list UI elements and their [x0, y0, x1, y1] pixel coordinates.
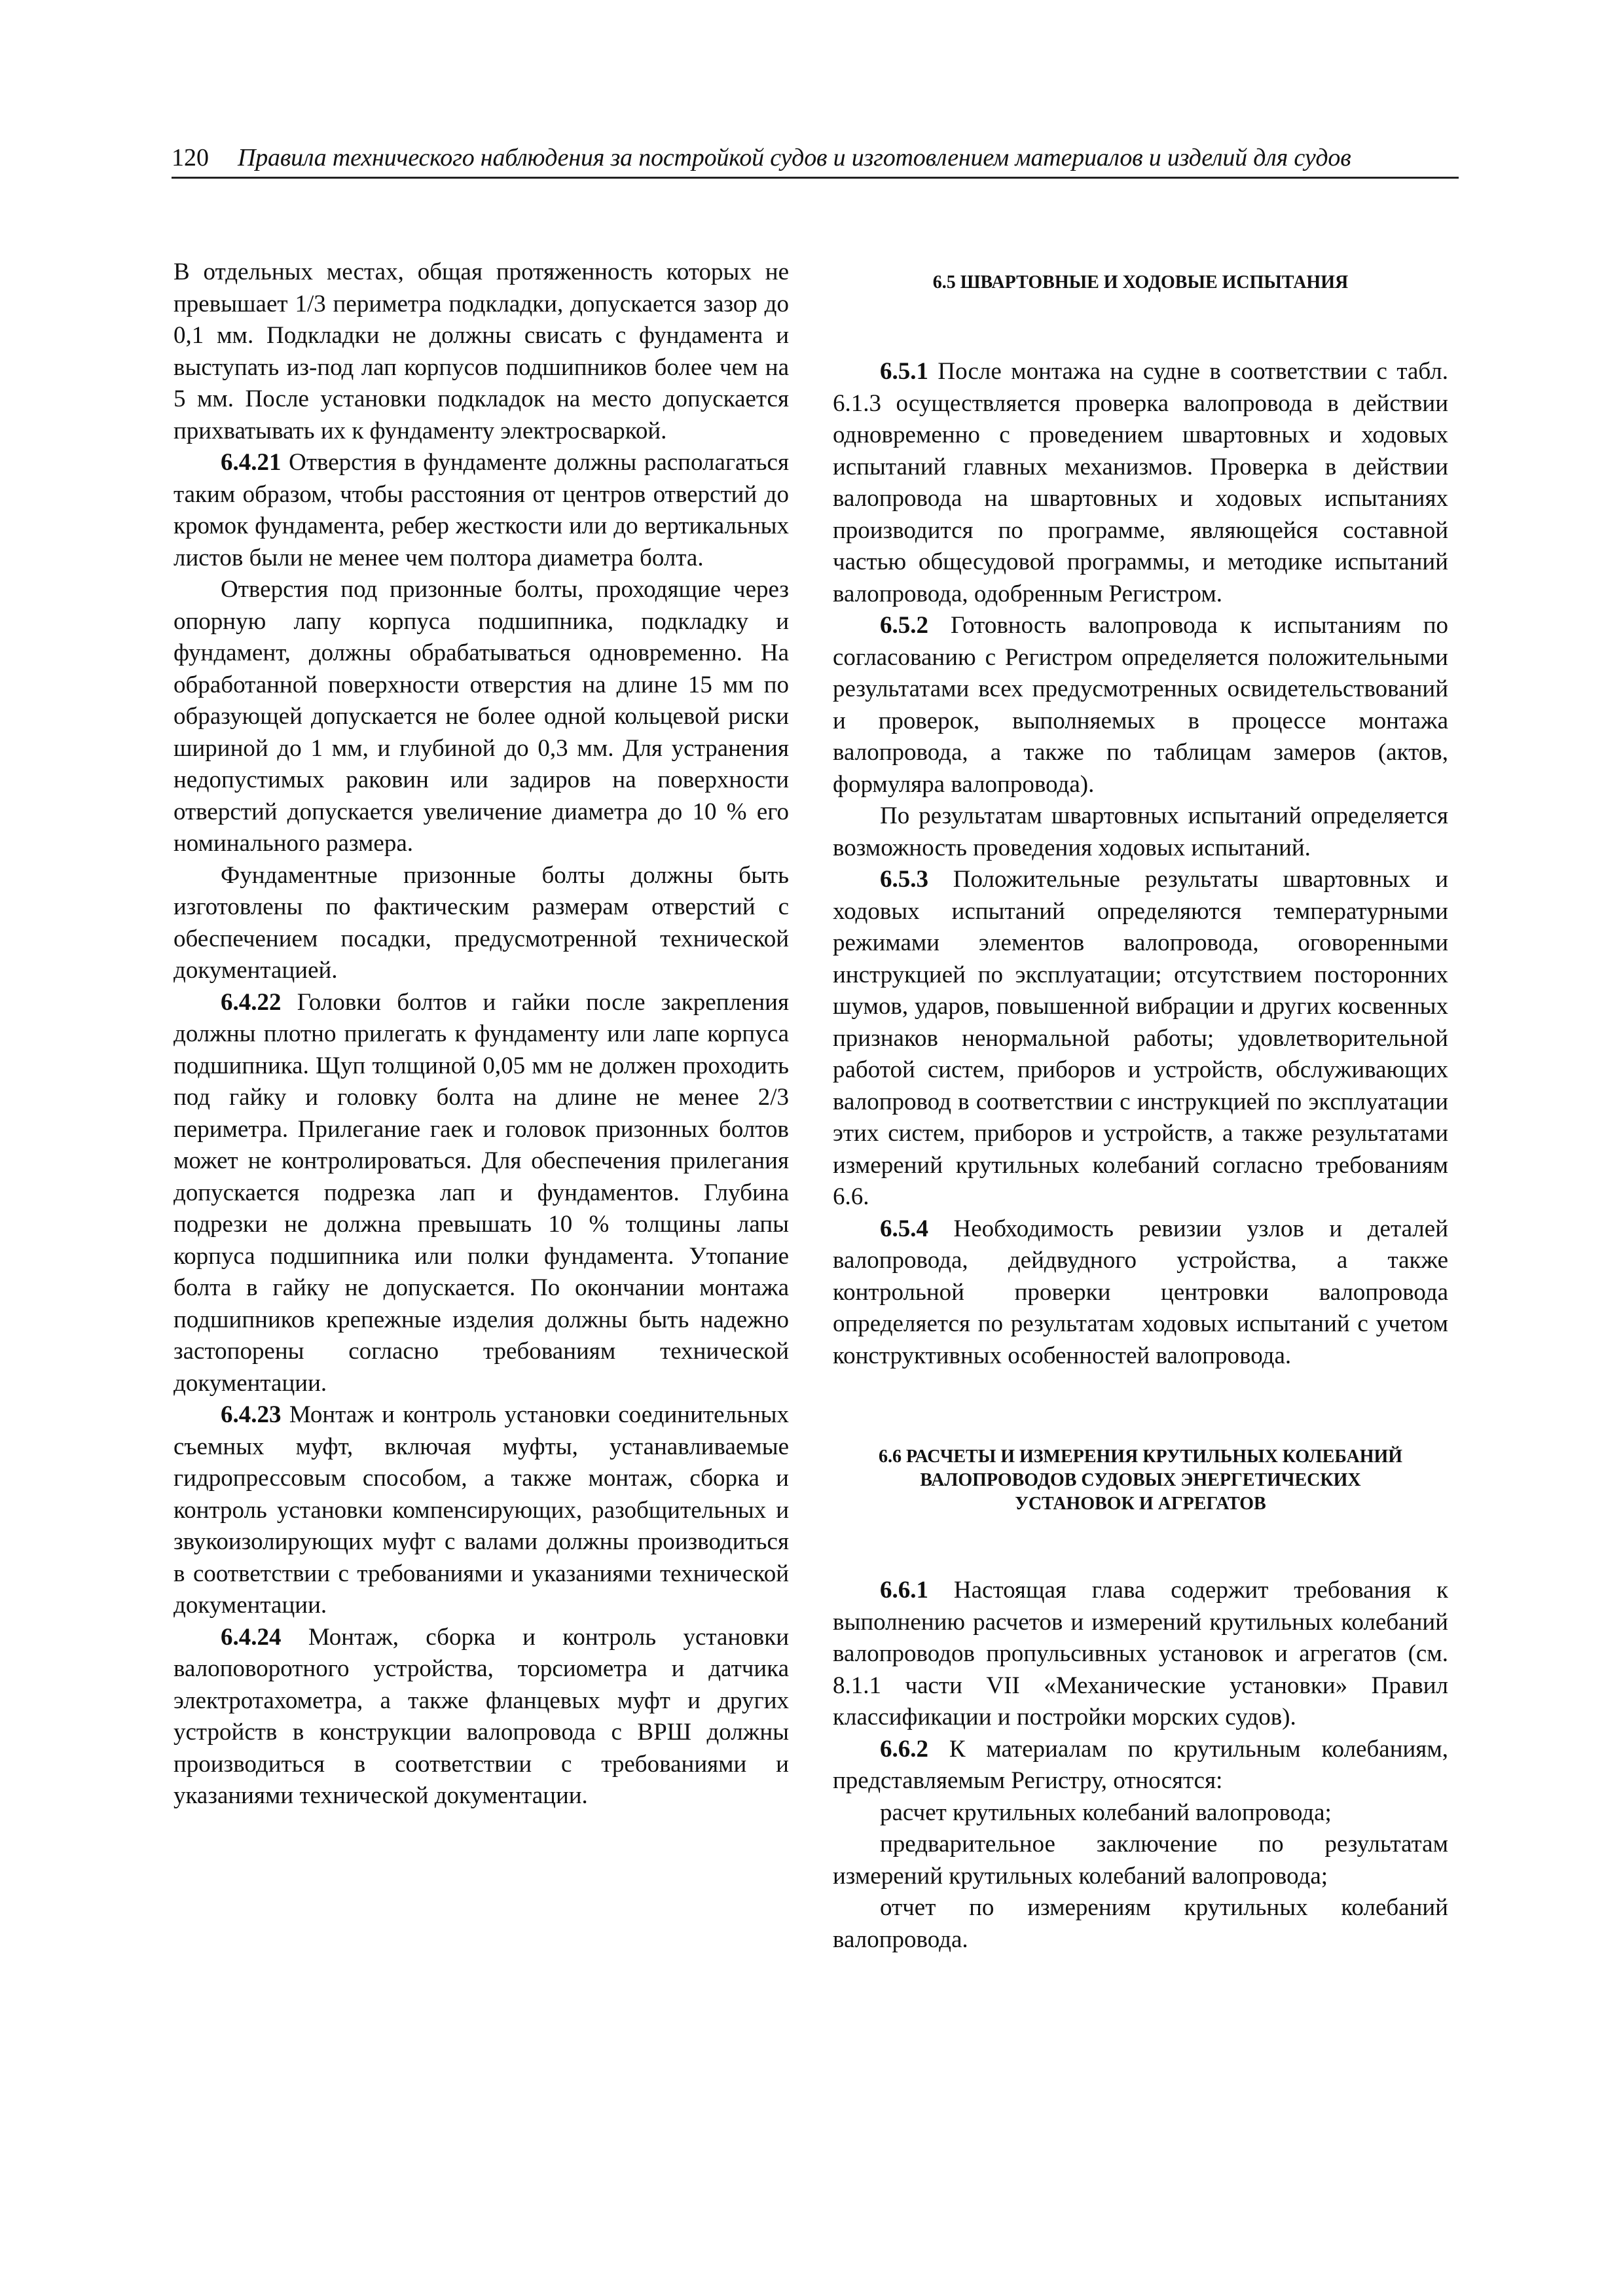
- clause-number: 6.5.1: [880, 358, 928, 385]
- paragraph-6-5-3: [833, 864, 1448, 1213]
- clause-number: 6.4.23: [221, 1401, 282, 1428]
- paragraph-text: Монтаж и контроль установки соединительных съемных муфт, включая муфты, устанавливаемые гидропрессовым способом, а также монтаж, сборка и контроль установки компенсирующих, разобщительных и звукоизолирующих муфт с валами должны производиться в соответствии с требованиями и указаниями технической документации.: [173, 1401, 789, 1619]
- list-item: [833, 1892, 1448, 1956]
- running-header: [172, 143, 1459, 179]
- paragraph-6-5-4: [833, 1213, 1448, 1372]
- paragraph-text: Отверстия в фундаменте должны располагаться таким образом, чтобы расстояния от центров отверстий до кромок фундамента, ребер жесткости или до вертикальных листов были не менее чем полтора диаметра болта.: [173, 449, 789, 571]
- left-column: [173, 257, 789, 1812]
- list-item: [833, 1829, 1448, 1892]
- paragraph-text: Готовность валопровода к испытаниям по согласованию с Регистром определяется положительными результатами всех предусмотренных освидетельствований и проверок, выполняемых в процессе монтажа валопровода, а также по таблицам замеров (актов, формуляра валопровода).: [833, 612, 1449, 798]
- paragraph-text: По результатам швартовных испытаний определяется возможность проведения ходовых испытаний.: [833, 802, 1448, 861]
- paragraph-text: После монтажа на судне в соответствии с табл. 6.1.3 осуществляется проверка валопровода в действии одновременно с проведением швартовных и ходовых испытаний главных механизмов. Проверка в действии валопровода на швартовных и ходовых испытаниях производится по программе, являющейся составной частью общесудовой программы, и методике испытаний валопровода, одобренным Регистром.: [833, 358, 1448, 607]
- paragraph-6-4-23: [173, 1399, 789, 1622]
- paragraph-text: Монтаж, сборка и контроль установки валоповоротного устройства, торсиометра и датчика электротахометра, а также фланцевых муфт и других устройств в конструкции валопровода с ВРШ должны производиться в соответствии с требованиями и указаниями технической документации.: [173, 1623, 789, 1809]
- paragraph-text: Положительные результаты швартовных и ходовых испытаний определяются температурными режимами элементов валопровода, оговоренными инструкцией по эксплуатации; отсутствием посторонних шумов, ударов, повышенной вибрации и других косвенных признаков ненормальной работы; удовлетворительной работой систем, приборов и устройств, обслуживающих валопровод в соответствии с инструкцией по эксплуатации этих систем, приборов и устройств, а также результатами измерений крутильных колебаний согласно требованиям 6.6.: [833, 866, 1448, 1210]
- paragraph-text: К материалам по крутильным колебаниям, представляемым Регистру, относятся:: [833, 1735, 1448, 1794]
- paragraph-6-4-21: [173, 447, 789, 574]
- clause-number: 6.5.4: [880, 1215, 928, 1242]
- paragraph-6-5-1: [833, 356, 1448, 610]
- section-heading-6-6: [833, 1445, 1448, 1516]
- paragraph-6-5-2: [833, 610, 1448, 800]
- list-item: [833, 1797, 1448, 1829]
- paragraph-6-6-2: [833, 1734, 1448, 1797]
- paragraph: [173, 860, 789, 987]
- paragraph-text: Головки болтов и гайки после закрепления должны плотно прилегать к фундаменту или лапе корпуса подшипника. Щуп толщиной 0,05 мм не должен проходить под гайку и головку болта на длине не менее 2/3 периметра. Прилегание гаек и головок призонных болтов может не контролироваться. Для обеспечения прилегания допускается подрезка лап и фундаментов. Глубина подрезки не должна превышать 10 % толщины лапы корпуса подшипника или полки фундамента. Утопание болта в гайку не допускается. По окончании монтажа подшипников крепежные изделия должны быть надежно застопорены согласно требованиям технической документации.: [173, 988, 790, 1397]
- clause-number: 6.5.2: [880, 612, 928, 639]
- paragraph-text: расчет крутильных колебаний валопровода;: [880, 1799, 1332, 1826]
- paragraph: [173, 574, 789, 860]
- section-heading-6-5: 6.5 ШВАРТОВНЫЕ И ХОДОВЫЕ ИСПЫТАНИЯ: [932, 272, 1349, 293]
- clause-number: 6.6.2: [880, 1735, 928, 1763]
- running-title: Правила технического наблюдения за постройкой судов и изготовлением материалов и изделий для судов: [238, 144, 1351, 171]
- paragraph-text: В отдельных местах, общая протяженность которых не превышает 1/3 периметра подкладки, допускается зазор до 0,1 мм. Подкладки не должны свисать с фундамента и выступать из-под лап корпусов подшипников более чем на 5 мм. После установки подкладок на место допускается прихватывать их к фундаменту электросваркой.: [173, 259, 789, 444]
- section-heading-line: ВАЛОПРОВОДОВ СУДОВЫХ ЭНЕРГЕТИЧЕСКИХ: [920, 1470, 1361, 1490]
- section-heading-line: 6.6 РАСЧЕТЫ И ИЗМЕРЕНИЯ КРУТИЛЬНЫХ КОЛЕБАНИЙ: [878, 1446, 1403, 1467]
- paragraph-text: Отверстия под призонные болты, проходящие через опорную лапу корпуса подшипника, подкладку и фундамент, должны обрабатываться одновременно. На обработанной поверхности отверстия на длине 15 мм по образующей допускается не более одной кольцевой риски шириной до 1 мм, и глубиной до 0,3 мм. Для устранения недопустимых раковин или задиров на поверхности отверстий допускается увеличение диаметра до 10 % его номинального размера.: [173, 576, 789, 857]
- clause-number: 6.5.3: [880, 866, 928, 893]
- paragraph-text: Необходимость ревизии узлов и деталей валопровода, дейдвудного устройства, а также контрольной проверки центровки валопровода определяется по результатам ходовых испытаний с учетом конструктивных особенностей валопровода.: [833, 1215, 1448, 1369]
- section-heading-line: УСТАНОВОК И АГРЕГАТОВ: [1015, 1494, 1266, 1514]
- right-column: [833, 257, 1448, 1956]
- paragraph-text: отчет по измерениям крутильных колебаний валопровода.: [833, 1894, 1448, 1953]
- clause-number: 6.6.1: [880, 1577, 928, 1604]
- paragraph-text: предварительное заключение по результатам измерений крутильных колебаний валопровода;: [833, 1831, 1448, 1890]
- clause-number: 6.4.21: [221, 449, 282, 476]
- paragraph: [173, 257, 789, 447]
- paragraph-6-4-22: [173, 987, 789, 1400]
- clause-number: 6.4.22: [221, 988, 282, 1016]
- clause-number: 6.4.24: [221, 1623, 282, 1651]
- paragraph-text: Настоящая глава содержит требования к выполнению расчетов и измерений крутильных колебаний валопроводов пропульсивных установок и агрегатов (см. 8.1.1 части VII «Механические установки» Правил классификации и постройки морских судов).: [833, 1577, 1449, 1731]
- paragraph-text: Фундаментные призонные болты должны быть изготовлены по фактическим размерам отверстий с обеспечением посадки, предусмотренной технической документацией.: [173, 861, 789, 984]
- page-number: 120: [172, 144, 209, 171]
- paragraph-6-6-1: [833, 1575, 1448, 1734]
- paragraph-6-4-24: [173, 1622, 789, 1812]
- paragraph: [833, 800, 1448, 864]
